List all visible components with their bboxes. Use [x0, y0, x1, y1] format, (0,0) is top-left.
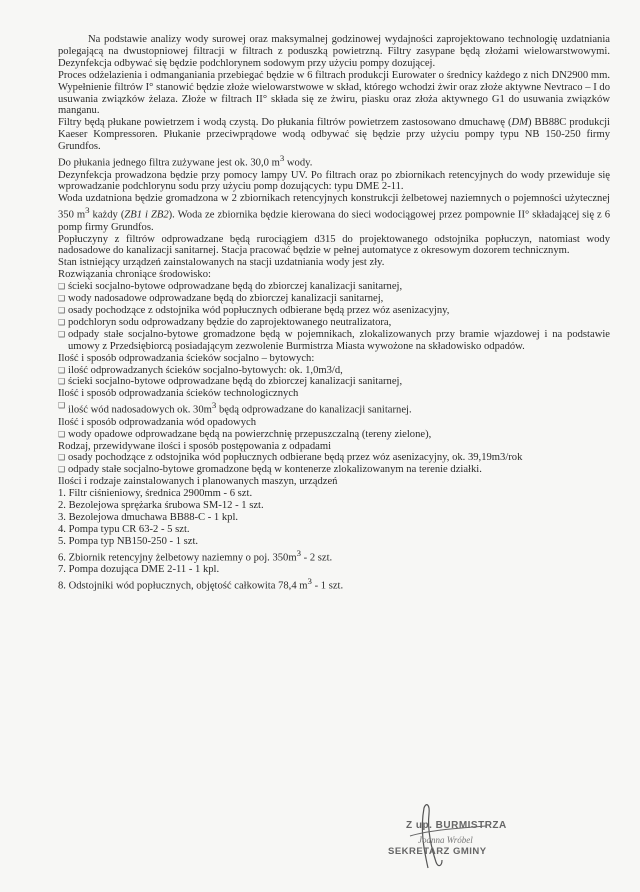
machines-list [58, 488, 610, 592]
list-item: 7. Pompa dozująca DME 2-11 - 1 kpl. [58, 564, 220, 576]
checkbox-bullet-icon: ❑ [58, 365, 66, 375]
checkbox-bullet-icon: ❑ [58, 429, 66, 439]
checkbox-bullet-icon: ❑ [58, 453, 66, 463]
heading-tech-sewage: Ilość i sposób odprowadzania ścieków technologicznych [58, 388, 299, 400]
list-item: 8. Odstojniki wód popłucznych, objętość całkowita 78,4 $m^3 - 1$ szt. [58, 576, 344, 592]
paragraph-storage: Woda uzdatniona będzie gromadzona w 2 zbiornikach retencyjnych konstrukcji żelbetowej naziemnych o pojemności użytecznej 350 $m^3$ każdy (ZB1 i ZB2). Woda ze zbiornika będzie kierowana do sieci wodociągowej przez pompownie II° składającej się z 6 pomp firmy Grundfos. [58, 193, 611, 233]
list-item: 1. Filtr ciśnieniowy, średnica 2900mm - 6 szt. [58, 488, 253, 500]
checkbox-bullet-icon: ❑ [58, 294, 66, 304]
checkbox-bullet-icon: ❑ [58, 329, 66, 339]
heading-machines: Ilości i rodzaje zainstalowanych i planowanych maszyn, urządzeń [58, 476, 338, 488]
list-item: ❑ wody nadosadowe odprowadzane będą do zbiorczej kanalizacji sanitarnej, [58, 293, 384, 305]
heading-rainwater: Ilość i sposób odprowadzania wód opadowych [58, 416, 257, 428]
stamp-line-mayor: Z up. BURMISTRZA [406, 820, 507, 831]
heading-social-sewage: Ilość i sposób odprowadzania ścieków socjalno – bytowych: [58, 352, 315, 364]
checkbox-bullet-icon: ❑ [58, 282, 66, 292]
list-item: 5. Pompa typ NB150-250 - 1 szt. [58, 535, 199, 547]
paragraph-water-usage: Do płukania jednego filtra zużywane jest ok. 30,0 $m^3$ wody. [58, 153, 313, 169]
list-item: 2. Bezolejowa sprężarka śrubowa SM-12 - 1 szt. [58, 500, 264, 512]
checkbox-bullet-icon: ❑ [58, 377, 66, 387]
list-item: ❑ podchloryn sodu odprowadzany będzie do zaprojektowanego neutralizatora, [58, 316, 392, 328]
list-item: 4. Pompa typu CR 63-2 - 5 szt. [58, 523, 190, 535]
heading-waste: Rodzaj, przewidywane ilości i sposób postępowania z odpadami [58, 440, 332, 452]
checkbox-bullet-icon: ❑ [58, 306, 66, 315]
paragraph-filters: Proces odżelazienia i odmanganiania przebiegać będzie w 6 filtrach produkcji Eurowater o średnicy każdego z nich DN2900 mm. Wypełnienie filtrów I° stanowić będzie złoże wielowarstwowe w skład, którego wchodzi żwir oraz złoże aktywne Nevtraco – I do usuwania związków żelaza. Złoże w filtrach II° składa się ze żwiru, piasku oraz złoża aktywnego G1 do usuwania związków manganu. [58, 69, 610, 117]
paragraph-disinfection: Dezynfekcja prowadzona będzie przy pomocy lampy UV. Po filtrach oraz po zbiornikach retencyjnych do wody przewiduje się wprowadzanie podchlorynu sodu przy użyciu pomp dozujących: typu DME 2-11. [58, 169, 610, 193]
checkbox-bullet-icon: ❑ [58, 465, 66, 475]
paragraph-backwash: Popłuczyny z filtrów odprowadzane będą rurociągiem d315 do projektowanego odstojnika popłuczyn, natomiast wody nadosadowe do kanalizacji sanitarnej. Stacja pracować będzie w pełnej automatyce z okresowym dozorem technicznym. [58, 233, 610, 257]
paragraph-existing-state: Stan istniejący urządzeń zainstalowanych na stacji uzdatniania wody jest zły. [58, 257, 385, 269]
paragraph-technology: Na podstawie analizy wody surowej oraz maksymalnej godzinowej wydajności zaprojektowano technologię uzdatniania polegającą na dwustopniowej filtracji w filtrach z poduszką powietrzną. Filtry zasypane będą złożami wielowarstwowymi. Dezynfekcja odbywać się będzie podchlorynem sodowym przy użyciu pompy dozującej. [58, 34, 610, 69]
stamp-line-secretary: SEKRETARZ GMINY [388, 846, 487, 857]
checkbox-bullet-icon: ❑ [58, 317, 66, 327]
paragraph-washing: Filtry będą płukane powietrzem i wodą czystą. Do płukania filtrów powietrzem zastosowano dmuchawę (DM) BB88C produkcji Kaeser Kompressoren. Płukanie przeciwprądowe wodą odbywać się będzie przy użyciu pompy typu NB 150-250 firmy Grundfos. [58, 117, 610, 153]
environment-list [58, 281, 610, 352]
list-item: ❑ ilość wód nadosadowych ok. $30m^3$ będą odprowadzane do kanalizacji sanitarnej. [58, 400, 412, 416]
list-item: ❑ osady pochodzące z odstojnika wód popłucznych odbierane będą przez wóz asenizacyjny, ok. 39,19m3/rok [58, 452, 523, 464]
list-item: ❑ wody opadowe odprowadzane będą na powierzchnię przepuszczalną (tereny zielone), [58, 428, 432, 440]
list-item: ❑ ilość odprowadzanych ścieków socjalno-bytowych: ok. 1,0m3/d, [58, 364, 343, 376]
checkbox-bullet-icon: ❑ [58, 401, 66, 411]
list-item: ❑ odpady stałe socjalno-bytowe gromadzone będą w kontenerze zlokalizowanym na terenie działki. [58, 464, 482, 476]
heading-environment: Rozwiązania chroniące środowisko: [58, 269, 211, 281]
list-item: ❑ odpady stałe socjalno-bytowe gromadzone będą w pojemnikach, zlokalizowanych przy bramie wjazdowej i na podstawie umowy z Przedsiębiorcą posiadającym zezwolenie Burmistrza Miasta wywożone na składowisko odpadów. [58, 328, 610, 352]
stamp-name: Joanna Wróbel [418, 835, 473, 845]
list-item: 3. Bezolejowa dmuchawa BB88-C - 1 kpl. [58, 511, 239, 523]
list-item: ❑ ścieki socjalno-bytowe odprowadzane będą do zbiorczej kanalizacji sanitarnej, [58, 281, 403, 293]
list-item: 6. Zbiornik retencyjny żelbetowy naziemny o poj. $350m^3 - 2$ szt. [58, 547, 333, 564]
list-item: ❑ osady pochodzące z odstojnika wód popłucznych odbierane będą przez wóz asenizacyjny, [58, 305, 450, 316]
list-item: ❑ ścieki socjalno-bytowe odprowadzane będą do zbiorczej kanalizacji sanitarnej, [58, 376, 403, 388]
signature-stamp [390, 800, 530, 880]
